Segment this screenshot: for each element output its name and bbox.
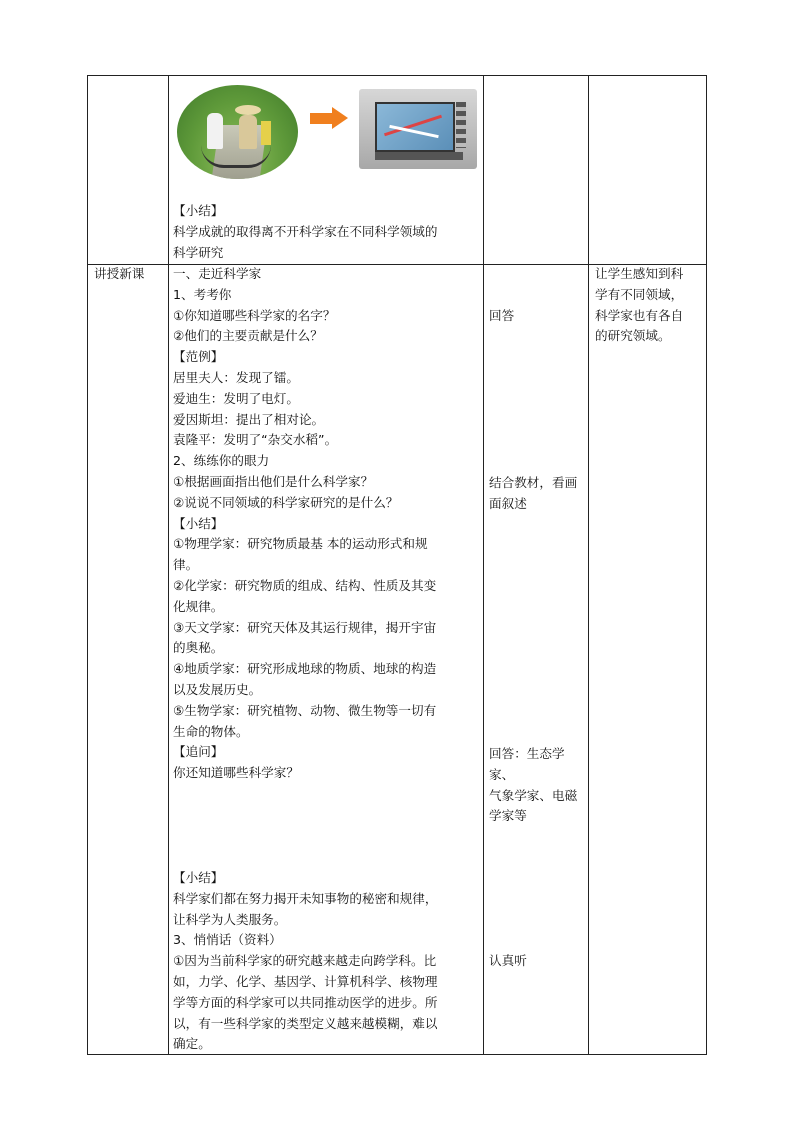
text-line: ②说说不同领域的科学家研究的是什么？ (173, 494, 399, 510)
text-line: 以，有一些科学家的类型定义越来越模糊，难以 (173, 1015, 438, 1031)
design-intent (595, 264, 703, 347)
text-line: 学有不同领域， (595, 286, 684, 302)
top-summary (173, 201, 473, 263)
text-line: ②化学家：研究物质的组成、结构、性质及其变 (173, 577, 437, 593)
text-line: ④地质学家：研究形成地球的物质、地球的构造 (173, 661, 437, 677)
text-line: 学等方面的科学家可以共同推动医学的进步。所 (173, 994, 438, 1010)
text-line: ①你知道哪些科学家的名字？ (173, 307, 336, 323)
summary-heading: 【小结】 (173, 203, 224, 218)
text-line: ②他们的主要贡献是什么？ (173, 328, 323, 344)
student-answer-1: 回答 (489, 308, 515, 323)
text-line: 爱迪生：发明了电灯。 (173, 390, 299, 406)
text-line: ⑤生物学家：研究植物、动物、微生物等一切有 (173, 702, 437, 718)
student-answer-4: 认真听 (489, 953, 527, 968)
text-line: 【范例】 (173, 349, 224, 365)
car-navigation-screen-photo (359, 89, 477, 169)
text-line: 科学家们都在努力揭开未知事物的秘密和规律， (173, 890, 438, 906)
text-line: 3、悄悄话（资料） (173, 932, 282, 948)
column-divider (483, 76, 484, 1054)
text-line: 如，力学、化学、基因学、计算机科学、核物理 (173, 973, 438, 989)
teacher-activity (173, 264, 473, 784)
text-line: 回答：生态学家、 (489, 746, 565, 782)
text-line: 【小结】 (173, 870, 224, 885)
text-line: ①物理学家：研究物质最基 本的运动形式和规 (173, 536, 428, 552)
text-line: 爱因斯坦：提出了相对论。 (173, 411, 325, 427)
text-line: 生命的物体。 (173, 723, 249, 739)
student-answer-2 (489, 473, 589, 515)
text-line: 气象学家、电磁 (489, 787, 578, 803)
student-answer-3 (489, 744, 589, 827)
summary-line: 科学研究 (173, 244, 224, 260)
text-line: ①根据画面指出他们是什么科学家？ (173, 473, 374, 489)
text-line: 结合教材，看画 (489, 475, 578, 490)
text-line: 让科学为人类服务。 (173, 911, 287, 927)
text-line: ①因为当前科学家的研究越来越走向跨学科。比 (173, 953, 437, 969)
text-line: ③天文学家：研究天体及其运行规律，揭开宇宙 (173, 619, 437, 635)
text-line: 化规律。 (173, 598, 224, 614)
text-line: 你还知道哪些科学家？ (173, 765, 299, 781)
text-line: 2、练练你的眼力 (173, 453, 270, 469)
text-line: 律。 (173, 557, 199, 573)
text-line: 1、考考你 (173, 286, 232, 302)
text-line: 的研究领域。 (595, 328, 671, 344)
summary-line: 科学成就的取得离不开科学家在不同科学领域的 (173, 223, 438, 239)
column-divider (168, 76, 169, 1054)
text-line: 【小结】 (173, 515, 224, 531)
text-line: 确定。 (173, 1036, 211, 1052)
stage-label: 讲授新课 (94, 266, 145, 281)
teacher-activity-part2 (173, 868, 473, 1055)
text-line: 【追问】 (173, 744, 224, 760)
text-line: 袁隆平：发明了“杂交水稻”。 (173, 432, 338, 448)
text-line: 一、走近科学家 (173, 266, 262, 281)
text-line: 面叙述 (489, 495, 527, 511)
text-line: 科学家也有各自 (595, 307, 684, 323)
column-divider (588, 76, 589, 1054)
text-line: 居里夫人：发现了镭。 (173, 369, 299, 385)
text-line: 的奥秘。 (173, 640, 224, 656)
text-line: 以及发展历史。 (173, 681, 262, 697)
villagers-with-bicycle-photo (177, 85, 298, 179)
text-line: 学家等 (489, 808, 527, 824)
text-line: 让学生感知到科 (595, 266, 684, 281)
